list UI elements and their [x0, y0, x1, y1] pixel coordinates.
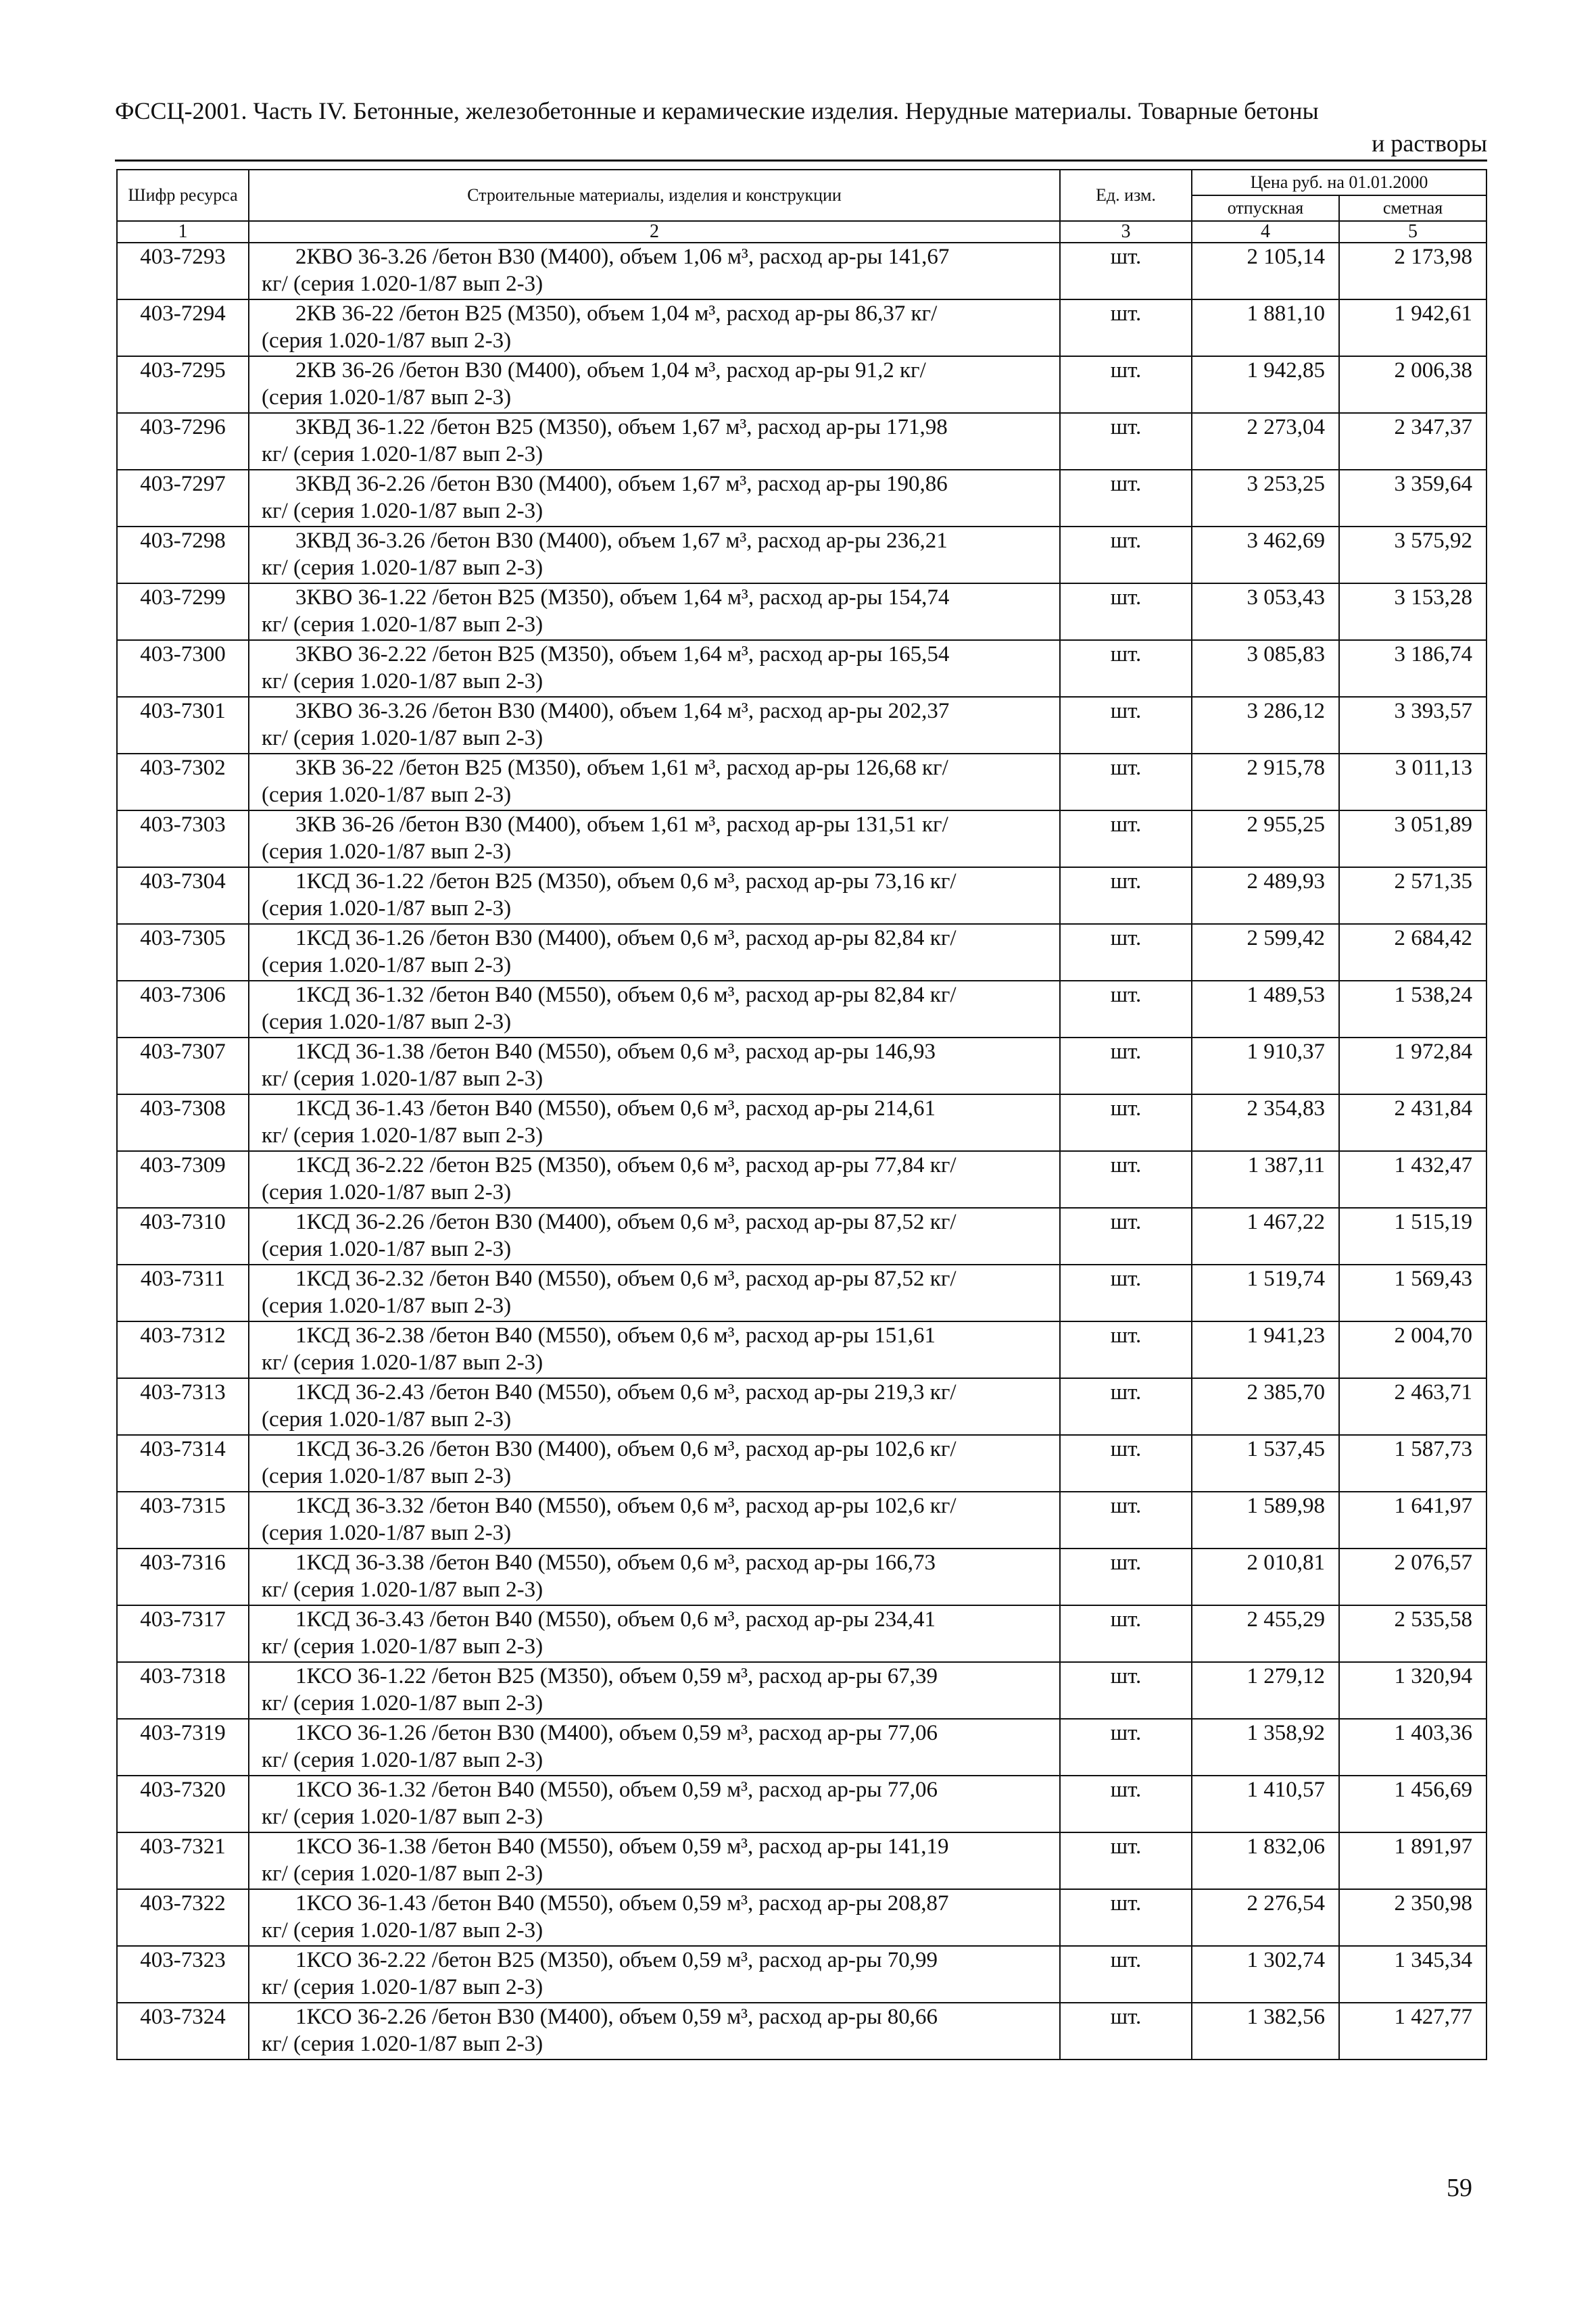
price-release-cell: 2 955,25 [1192, 810, 1339, 867]
table-row [117, 924, 1486, 981]
resource-code: 403-7304 [117, 867, 249, 924]
resource-code: 403-7303 [117, 810, 249, 867]
description-line-2: кг/ (серия 1.020-1/87 вып 2-3) [262, 1691, 543, 1715]
price-estimate-cell: 1 538,24 [1339, 981, 1486, 1038]
price-estimate-cell: 2 350,98 [1339, 1889, 1486, 1946]
header-title: ФССЦ-2001. Часть IV. Бетонные, железобетонные и керамические изделия. Нерудные материалы. Товарные бетоны [115, 97, 1319, 124]
description-line-2: кг/ (серия 1.020-1/87 вып 2-3) [262, 1123, 543, 1148]
price-release-cell: 3 253,25 [1192, 470, 1339, 527]
price-estimate-cell: 2 006,38 [1339, 356, 1486, 413]
resource-code: 403-7299 [117, 583, 249, 640]
resource-code: 403-7311 [117, 1265, 249, 1321]
material-description [249, 697, 1060, 754]
description-line-1: 1КСД 36-2.26 /бетон В30 (М400), объем 0,6 м³, расход ар-ры 87,52 кг/ [295, 1210, 957, 1234]
price-estimate-cell: 3 575,92 [1339, 527, 1486, 583]
table-body [117, 243, 1486, 2060]
material-description [249, 1662, 1060, 1719]
material-description [249, 413, 1060, 470]
table-row [117, 697, 1486, 754]
material-description [249, 1094, 1060, 1151]
table-row [117, 1832, 1486, 1889]
price-release-cell: 1 881,10 [1192, 299, 1339, 356]
description-line-2: кг/ (серия 1.020-1/87 вып 2-3) [262, 726, 543, 750]
material-description [249, 1038, 1060, 1094]
table-row [117, 1094, 1486, 1151]
col-desc-header: Строительные материалы, изделия и конструкции [249, 170, 1060, 221]
price-estimate-cell: 3 011,13 [1339, 754, 1486, 810]
description-line-1: 1КСД 36-3.43 /бетон В40 (М550), объем 0,6 м³, расход ар-ры 234,41 [295, 1607, 936, 1632]
description-line-1: 1КСО 36-1.38 /бетон В40 (М550), объем 0,59 м³, расход ар-ры 141,19 [295, 1834, 949, 1859]
price-release-cell: 1 941,23 [1192, 1321, 1339, 1378]
material-description [249, 981, 1060, 1038]
price-estimate-cell: 1 641,97 [1339, 1492, 1486, 1549]
material-description [249, 1208, 1060, 1265]
material-description [249, 356, 1060, 413]
description-line-2: (серия 1.020-1/87 вып 2-3) [262, 839, 512, 864]
unit-cell: шт. [1060, 1776, 1192, 1832]
price-release-cell: 1 358,92 [1192, 1719, 1339, 1776]
material-description [249, 640, 1060, 697]
description-line-2: кг/ (серия 1.020-1/87 вып 2-3) [262, 272, 543, 296]
description-line-1: 1КСД 36-1.26 /бетон В30 (М400), объем 0,6 м³, расход ар-ры 82,84 кг/ [295, 926, 957, 950]
table-row [117, 1265, 1486, 1321]
unit-cell: шт. [1060, 470, 1192, 527]
table-row [117, 413, 1486, 470]
table-row [117, 1605, 1486, 1662]
table-header-row [117, 170, 1486, 195]
description-line-2: (серия 1.020-1/87 вып 2-3) [262, 783, 512, 807]
price-release-cell: 1 942,85 [1192, 356, 1339, 413]
table-row [117, 1151, 1486, 1208]
description-line-2: кг/ (серия 1.020-1/87 вып 2-3) [262, 1634, 543, 1659]
unit-cell: шт. [1060, 867, 1192, 924]
resource-code: 403-7306 [117, 981, 249, 1038]
col-price-estimate-header: сметная [1339, 195, 1486, 221]
material-description [249, 1265, 1060, 1321]
description-line-1: 1КСД 36-2.38 /бетон В40 (М550), объем 0,6 м³, расход ар-ры 151,61 [295, 1323, 936, 1348]
resource-code: 403-7315 [117, 1492, 249, 1549]
material-description [249, 1549, 1060, 1605]
unit-cell: шт. [1060, 1549, 1192, 1605]
unit-cell: шт. [1060, 1605, 1192, 1662]
description-line-1: 1КСО 36-2.22 /бетон В25 (М350), объем 0,59 м³, расход ар-ры 70,99 [295, 1948, 938, 1972]
description-line-1: 2КВ 36-22 /бетон В25 (М350), объем 1,04 м³, расход ар-ры 86,37 кг/ [295, 301, 938, 326]
resource-code: 403-7317 [117, 1605, 249, 1662]
material-description [249, 754, 1060, 810]
description-line-1: 1КСД 36-1.38 /бетон В40 (М550), объем 0,6 м³, расход ар-ры 146,93 [295, 1040, 936, 1064]
unit-cell: шт. [1060, 1832, 1192, 1889]
price-release-cell: 2 276,54 [1192, 1889, 1339, 1946]
unit-cell: шт. [1060, 924, 1192, 981]
description-line-1: 1КСО 36-2.26 /бетон В30 (М400), объем 0,59 м³, расход ар-ры 80,66 [295, 2005, 938, 2029]
resource-code: 403-7320 [117, 1776, 249, 1832]
description-line-2: кг/ (серия 1.020-1/87 вып 2-3) [262, 1861, 543, 1886]
description-line-2: (серия 1.020-1/87 вып 2-3) [262, 1521, 512, 1545]
description-line-1: 1КСО 36-1.43 /бетон В40 (М550), объем 0,59 м³, расход ар-ры 208,87 [295, 1891, 949, 1916]
price-table [116, 169, 1487, 2060]
table-row [117, 1435, 1486, 1492]
price-release-cell: 3 462,69 [1192, 527, 1339, 583]
description-line-2: кг/ (серия 1.020-1/87 вып 2-3) [262, 1748, 543, 1772]
description-line-2: кг/ (серия 1.020-1/87 вып 2-3) [262, 1350, 543, 1375]
description-line-1: 1КСД 36-2.32 /бетон В40 (М550), объем 0,6 м³, расход ар-ры 87,52 кг/ [295, 1267, 957, 1291]
material-description [249, 1605, 1060, 1662]
description-line-1: 1КСО 36-1.26 /бетон В30 (М400), объем 0,59 м³, расход ар-ры 77,06 [295, 1721, 938, 1745]
description-line-1: 3КВД 36-2.26 /бетон В30 (М400), объем 1,67 м³, расход ар-ры 190,86 [295, 472, 948, 496]
table-row [117, 1321, 1486, 1378]
colnum-2: 2 [249, 221, 1060, 243]
description-line-2: (серия 1.020-1/87 вып 2-3) [262, 1237, 512, 1261]
price-estimate-cell: 2 463,71 [1339, 1378, 1486, 1435]
price-release-cell: 2 455,29 [1192, 1605, 1339, 1662]
resource-code: 403-7309 [117, 1151, 249, 1208]
unit-cell: шт. [1060, 1662, 1192, 1719]
description-line-2: (серия 1.020-1/87 вып 2-3) [262, 328, 512, 353]
description-line-1: 1КСД 36-3.32 /бетон В40 (М550), объем 0,6 м³, расход ар-ры 102,6 кг/ [295, 1494, 957, 1518]
price-estimate-cell: 3 186,74 [1339, 640, 1486, 697]
price-estimate-cell: 1 432,47 [1339, 1151, 1486, 1208]
material-description [249, 243, 1060, 299]
price-release-cell: 1 302,74 [1192, 1946, 1339, 2003]
resource-code: 403-7319 [117, 1719, 249, 1776]
price-release-cell: 1 279,12 [1192, 1662, 1339, 1719]
unit-cell: шт. [1060, 1208, 1192, 1265]
description-line-1: 1КСД 36-1.43 /бетон В40 (М550), объем 0,6 м³, расход ар-ры 214,61 [295, 1096, 936, 1121]
unit-cell: шт. [1060, 1151, 1192, 1208]
description-line-2: (серия 1.020-1/87 вып 2-3) [262, 953, 512, 977]
price-release-cell: 1 589,98 [1192, 1492, 1339, 1549]
description-line-1: 1КСД 36-3.26 /бетон В30 (М400), объем 0,6 м³, расход ар-ры 102,6 кг/ [295, 1437, 957, 1461]
colnum-4: 4 [1192, 221, 1339, 243]
table-row [117, 810, 1486, 867]
material-description [249, 2003, 1060, 2060]
price-estimate-cell: 1 972,84 [1339, 1038, 1486, 1094]
price-release-cell: 1 832,06 [1192, 1832, 1339, 1889]
description-line-1: 3КВ 36-26 /бетон В30 (М400), объем 1,61 м³, расход ар-ры 131,51 кг/ [295, 812, 948, 837]
unit-cell: шт. [1060, 1889, 1192, 1946]
resource-code: 403-7297 [117, 470, 249, 527]
description-line-1: 3КВО 36-3.26 /бетон В30 (М400), объем 1,64 м³, расход ар-ры 202,37 [295, 699, 950, 723]
unit-cell: шт. [1060, 981, 1192, 1038]
table-row [117, 1662, 1486, 1719]
material-description [249, 867, 1060, 924]
resource-code: 403-7314 [117, 1435, 249, 1492]
price-estimate-cell: 1 345,34 [1339, 1946, 1486, 2003]
description-line-2: (серия 1.020-1/87 вып 2-3) [262, 1294, 512, 1318]
price-estimate-cell: 2 571,35 [1339, 867, 1486, 924]
description-line-1: 1КСД 36-1.32 /бетон В40 (М550), объем 0,6 м³, расход ар-ры 82,84 кг/ [295, 983, 957, 1007]
resource-code: 403-7305 [117, 924, 249, 981]
table-row [117, 1776, 1486, 1832]
price-release-cell: 2 489,93 [1192, 867, 1339, 924]
resource-code: 403-7316 [117, 1549, 249, 1605]
material-description [249, 1719, 1060, 1776]
material-description [249, 1321, 1060, 1378]
table-row [117, 1719, 1486, 1776]
price-estimate-cell: 1 320,94 [1339, 1662, 1486, 1719]
table-row [117, 981, 1486, 1038]
description-line-1: 3КВО 36-2.22 /бетон В25 (М350), объем 1,64 м³, расход ар-ры 165,54 [295, 642, 950, 666]
material-description [249, 470, 1060, 527]
material-description [249, 810, 1060, 867]
price-release-cell: 1 537,45 [1192, 1435, 1339, 1492]
unit-cell: шт. [1060, 413, 1192, 470]
resource-code: 403-7300 [117, 640, 249, 697]
price-estimate-cell: 2 076,57 [1339, 1549, 1486, 1605]
material-description [249, 1492, 1060, 1549]
table-row [117, 1889, 1486, 1946]
price-estimate-cell: 3 153,28 [1339, 583, 1486, 640]
table-row [117, 754, 1486, 810]
col-unit-header: Ед. изм. [1060, 170, 1192, 221]
material-description [249, 1832, 1060, 1889]
page-header [115, 95, 1487, 162]
unit-cell: шт. [1060, 810, 1192, 867]
unit-cell: шт. [1060, 583, 1192, 640]
resource-code: 403-7323 [117, 1946, 249, 2003]
price-release-cell: 1 467,22 [1192, 1208, 1339, 1265]
description-line-2: кг/ (серия 1.020-1/87 вып 2-3) [262, 669, 543, 693]
price-release-cell: 1 387,11 [1192, 1151, 1339, 1208]
price-estimate-cell: 3 393,57 [1339, 697, 1486, 754]
material-description [249, 1889, 1060, 1946]
price-estimate-cell: 1 569,43 [1339, 1265, 1486, 1321]
price-estimate-cell: 2 684,42 [1339, 924, 1486, 981]
resource-code: 403-7310 [117, 1208, 249, 1265]
page-number: 59 [1447, 2174, 1472, 2202]
resource-code: 403-7301 [117, 697, 249, 754]
unit-cell: шт. [1060, 1946, 1192, 2003]
col-code-header: Шифр ресурса [117, 170, 249, 221]
header-title-cont: и растворы [1372, 130, 1487, 157]
price-estimate-cell: 1 942,61 [1339, 299, 1486, 356]
colnum-5: 5 [1339, 221, 1486, 243]
price-estimate-cell: 1 403,36 [1339, 1719, 1486, 1776]
colnum-1: 1 [117, 221, 249, 243]
table-row [117, 640, 1486, 697]
description-line-1: 1КСО 36-1.32 /бетон В40 (М550), объем 0,59 м³, расход ар-ры 77,06 [295, 1778, 938, 1802]
price-release-cell: 3 286,12 [1192, 697, 1339, 754]
col-price-header: Цена руб. на 01.01.2000 [1192, 170, 1486, 195]
price-estimate-cell: 1 515,19 [1339, 1208, 1486, 1265]
description-line-1: 3КВО 36-1.22 /бетон В25 (М350), объем 1,64 м³, расход ар-ры 154,74 [295, 585, 950, 610]
resource-code: 403-7308 [117, 1094, 249, 1151]
unit-cell: шт. [1060, 1719, 1192, 1776]
resource-code: 403-7312 [117, 1321, 249, 1378]
table-row [117, 1549, 1486, 1605]
price-estimate-cell: 2 173,98 [1339, 243, 1486, 299]
description-line-1: 3КВД 36-3.26 /бетон В30 (М400), объем 1,67 м³, расход ар-ры 236,21 [295, 529, 948, 553]
price-release-cell: 3 085,83 [1192, 640, 1339, 697]
description-line-1: 3КВ 36-22 /бетон В25 (М350), объем 1,61 м³, расход ар-ры 126,68 кг/ [295, 756, 948, 780]
price-release-cell: 2 010,81 [1192, 1549, 1339, 1605]
table-row [117, 243, 1486, 299]
price-estimate-cell: 3 359,64 [1339, 470, 1486, 527]
table-row [117, 2003, 1486, 2060]
price-release-cell: 2 599,42 [1192, 924, 1339, 981]
description-line-1: 1КСО 36-1.22 /бетон В25 (М350), объем 0,59 м³, расход ар-ры 67,39 [295, 1664, 938, 1688]
unit-cell: шт. [1060, 1265, 1192, 1321]
unit-cell: шт. [1060, 1038, 1192, 1094]
description-line-1: 1КСД 36-3.38 /бетон В40 (М550), объем 0,6 м³, расход ар-ры 166,73 [295, 1551, 936, 1575]
table-row [117, 583, 1486, 640]
description-line-2: (серия 1.020-1/87 вып 2-3) [262, 1010, 512, 1034]
unit-cell: шт. [1060, 527, 1192, 583]
unit-cell: шт. [1060, 356, 1192, 413]
description-line-1: 1КСД 36-2.43 /бетон В40 (М550), объем 0,6 м³, расход ар-ры 219,3 кг/ [295, 1380, 957, 1405]
unit-cell: шт. [1060, 697, 1192, 754]
price-estimate-cell: 2 004,70 [1339, 1321, 1486, 1378]
description-line-1: 1КСД 36-1.22 /бетон В25 (М350), объем 0,6 м³, расход ар-ры 73,16 кг/ [295, 869, 957, 894]
description-line-2: кг/ (серия 1.020-1/87 вып 2-3) [262, 499, 543, 523]
resource-code: 403-7307 [117, 1038, 249, 1094]
material-description [249, 1378, 1060, 1435]
unit-cell: шт. [1060, 754, 1192, 810]
col-price-release-header: отпускная [1192, 195, 1339, 221]
unit-cell: шт. [1060, 2003, 1192, 2060]
unit-cell: шт. [1060, 1321, 1192, 1378]
description-line-2: кг/ (серия 1.020-1/87 вып 2-3) [262, 556, 543, 580]
price-release-cell: 2 915,78 [1192, 754, 1339, 810]
price-estimate-cell: 1 427,77 [1339, 2003, 1486, 2060]
description-line-2: (серия 1.020-1/87 вып 2-3) [262, 1407, 512, 1432]
header-rule [115, 160, 1487, 162]
resource-code: 403-7298 [117, 527, 249, 583]
table-row [117, 470, 1486, 527]
price-estimate-cell: 1 891,97 [1339, 1832, 1486, 1889]
table-row [117, 299, 1486, 356]
table-row [117, 356, 1486, 413]
price-release-cell: 2 273,04 [1192, 413, 1339, 470]
unit-cell: шт. [1060, 1435, 1192, 1492]
description-line-2: кг/ (серия 1.020-1/87 вып 2-3) [262, 612, 543, 637]
price-release-cell: 1 382,56 [1192, 2003, 1339, 2060]
table-row [117, 527, 1486, 583]
description-line-2: кг/ (серия 1.020-1/87 вып 2-3) [262, 1975, 543, 1999]
price-release-cell: 1 910,37 [1192, 1038, 1339, 1094]
material-description [249, 299, 1060, 356]
price-estimate-cell: 2 431,84 [1339, 1094, 1486, 1151]
description-line-2: кг/ (серия 1.020-1/87 вып 2-3) [262, 1805, 543, 1829]
price-release-cell: 2 105,14 [1192, 243, 1339, 299]
resource-code: 403-7296 [117, 413, 249, 470]
description-line-2: (серия 1.020-1/87 вып 2-3) [262, 896, 512, 921]
table-row [117, 1946, 1486, 2003]
unit-cell: шт. [1060, 1492, 1192, 1549]
table-row [117, 1492, 1486, 1549]
material-description [249, 1435, 1060, 1492]
price-estimate-cell: 1 456,69 [1339, 1776, 1486, 1832]
price-release-cell: 1 519,74 [1192, 1265, 1339, 1321]
resource-code: 403-7313 [117, 1378, 249, 1435]
material-description [249, 1946, 1060, 2003]
description-line-1: 3КВД 36-1.22 /бетон В25 (М350), объем 1,67 м³, расход ар-ры 171,98 [295, 415, 948, 439]
description-line-2: кг/ (серия 1.020-1/87 вып 2-3) [262, 442, 543, 466]
table-colnum-row [117, 221, 1486, 243]
price-estimate-cell: 3 051,89 [1339, 810, 1486, 867]
table-row [117, 867, 1486, 924]
price-estimate-cell: 1 587,73 [1339, 1435, 1486, 1492]
resource-code: 403-7321 [117, 1832, 249, 1889]
description-line-2: (серия 1.020-1/87 вып 2-3) [262, 1464, 512, 1488]
table-row [117, 1378, 1486, 1435]
description-line-2: кг/ (серия 1.020-1/87 вып 2-3) [262, 1578, 543, 1602]
resource-code: 403-7324 [117, 2003, 249, 2060]
resource-code: 403-7295 [117, 356, 249, 413]
material-description [249, 924, 1060, 981]
unit-cell: шт. [1060, 1094, 1192, 1151]
material-description [249, 1776, 1060, 1832]
table-row [117, 1038, 1486, 1094]
table-row [117, 1208, 1486, 1265]
resource-code: 403-7322 [117, 1889, 249, 1946]
description-line-2: кг/ (серия 1.020-1/87 вып 2-3) [262, 1918, 543, 1943]
description-line-1: 1КСД 36-2.22 /бетон В25 (М350), объем 0,6 м³, расход ар-ры 77,84 кг/ [295, 1153, 957, 1177]
price-release-cell: 3 053,43 [1192, 583, 1339, 640]
unit-cell: шт. [1060, 640, 1192, 697]
resource-code: 403-7294 [117, 299, 249, 356]
price-release-cell: 1 489,53 [1192, 981, 1339, 1038]
material-description [249, 527, 1060, 583]
description-line-2: кг/ (серия 1.020-1/87 вып 2-3) [262, 1067, 543, 1091]
price-release-cell: 2 354,83 [1192, 1094, 1339, 1151]
material-description [249, 583, 1060, 640]
resource-code: 403-7318 [117, 1662, 249, 1719]
price-estimate-cell: 2 535,58 [1339, 1605, 1486, 1662]
material-description [249, 1151, 1060, 1208]
price-estimate-cell: 2 347,37 [1339, 413, 1486, 470]
price-release-cell: 1 410,57 [1192, 1776, 1339, 1832]
unit-cell: шт. [1060, 1378, 1192, 1435]
unit-cell: шт. [1060, 243, 1192, 299]
description-line-2: кг/ (серия 1.020-1/87 вып 2-3) [262, 2032, 543, 2056]
resource-code: 403-7293 [117, 243, 249, 299]
price-release-cell: 2 385,70 [1192, 1378, 1339, 1435]
description-line-1: 2КВ 36-26 /бетон В30 (М400), объем 1,04 м³, расход ар-ры 91,2 кг/ [295, 358, 926, 383]
description-line-1: 2КВО 36-3.26 /бетон В30 (М400), объем 1,06 м³, расход ар-ры 141,67 [295, 245, 950, 269]
unit-cell: шт. [1060, 299, 1192, 356]
colnum-3: 3 [1060, 221, 1192, 243]
description-line-2: (серия 1.020-1/87 вып 2-3) [262, 1180, 512, 1204]
description-line-2: (серия 1.020-1/87 вып 2-3) [262, 385, 512, 410]
resource-code: 403-7302 [117, 754, 249, 810]
